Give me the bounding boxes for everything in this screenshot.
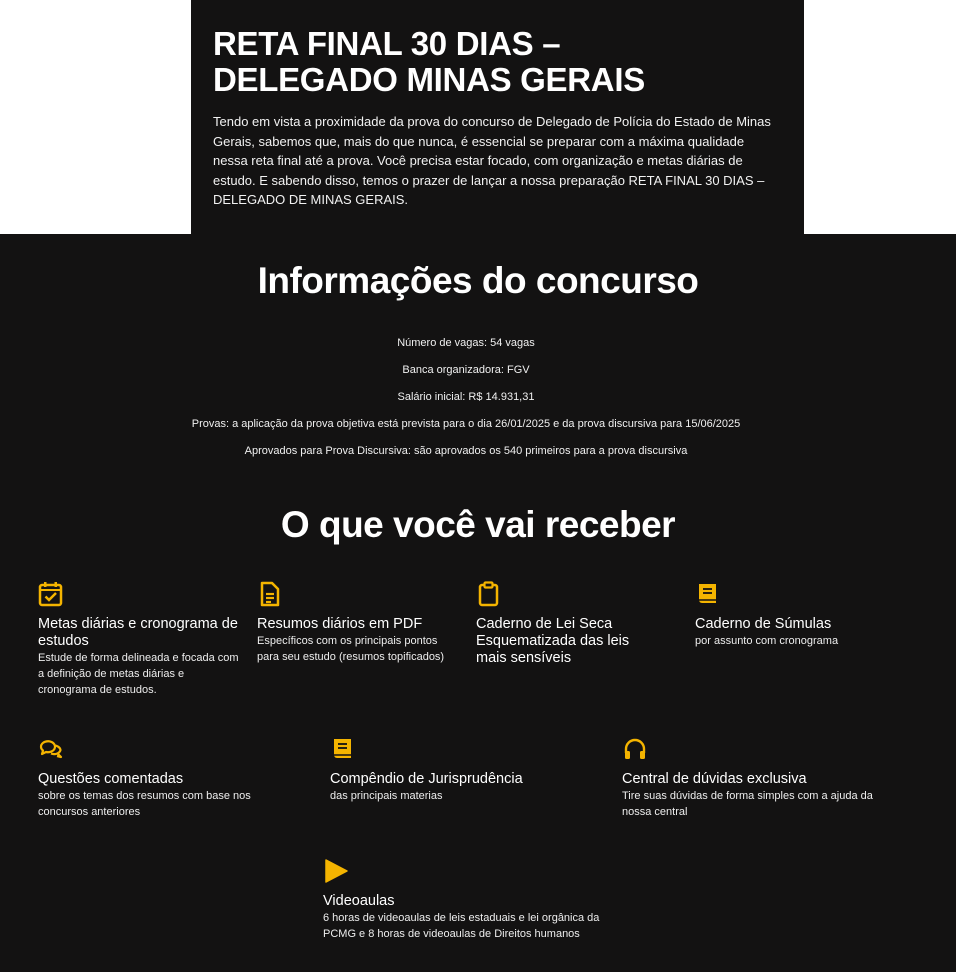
benefit-desc: Específicos com os principais pontos para seu estudo (resumos topificados) <box>257 635 445 663</box>
book-icon <box>330 736 356 762</box>
clipboard-icon <box>476 581 502 607</box>
headphones-icon <box>622 736 648 762</box>
benefit-desc: 6 horas de videoaulas de leis estaduais e lei orgânica da PCMG e 8 horas de videoaulas de Direitos humanos <box>323 912 600 940</box>
benefit-compendio <box>330 736 580 804</box>
hero-paragraph: Tendo em vista a proximidade da prova do concurso de Delegado de Polícia do Estado de Minas Gerais, sabemos que, mais do que nunca, é essencial se preparar com a máxima qualidade nessa reta final até a prova. Você precisa estar focado, com organização e metas diárias de estudo. E sabendo disso, temos o prazer de lançar a nossa preparação RETA FINAL 30 DIAS – DELEGADO DE MINAS GERAIS. <box>213 114 771 207</box>
benefit-title: Caderno de Lei Seca Esquematizada das leis mais sensíveis <box>476 616 630 666</box>
play-icon <box>323 858 349 884</box>
benefit-title: Compêndio de Jurisprudência <box>330 771 523 787</box>
benefit-desc: Tire suas dúvidas de forma simples com a ajuda da nossa central <box>622 790 873 818</box>
main-section <box>0 234 956 972</box>
benefit-lei-seca <box>476 581 661 667</box>
benefit-sumulas <box>695 581 895 649</box>
chat-bubbles-icon <box>38 736 64 762</box>
hero-section <box>191 0 804 234</box>
document-icon <box>257 581 283 607</box>
info-salario: Salário inicial: R$ 14.931,31 <box>397 391 535 403</box>
info-title: Informações do concurso <box>257 260 699 301</box>
benefits-title: O que você vai receber <box>280 504 676 545</box>
hero-title-line-1: RETA FINAL 30 DIAS – <box>213 25 561 62</box>
benefit-title: Caderno de Súmulas <box>695 616 832 632</box>
benefit-videoaulas <box>323 858 623 942</box>
benefit-desc: das principais materias <box>330 790 443 802</box>
calendar-check-icon <box>38 581 64 607</box>
benefit-title: Questões comentadas <box>38 771 184 787</box>
benefit-desc: por assunto com cronograma <box>695 635 839 647</box>
benefit-central-duvidas <box>622 736 902 820</box>
info-banca: Banca organizadora: FGV <box>402 364 530 376</box>
benefit-desc: sobre os temas dos resumos com base nos concursos anteriores <box>38 790 251 818</box>
hero-title <box>213 26 782 98</box>
book-icon <box>695 581 721 607</box>
benefit-title: Resumos diários em PDF <box>257 616 423 632</box>
benefit-resumos <box>257 581 462 665</box>
benefit-title: Videoaulas <box>323 893 395 909</box>
benefit-questoes <box>38 736 288 820</box>
benefit-desc: Estude de forma delineada e focada com a definição de metas diárias e cronograma de estudos. <box>38 652 239 696</box>
benefit-title: Central de dúvidas exclusiva <box>622 771 807 787</box>
benefit-title: Metas diárias e cronograma de estudos <box>38 616 238 649</box>
info-provas: Provas: a aplicação da prova objetiva está prevista para o dia 26/01/2025 e da prova discursiva para 15/06/2025 <box>191 418 741 430</box>
hero-title-line-2: DELEGADO MINAS GERAIS <box>213 61 645 98</box>
info-aprovados: Aprovados para Prova Discursiva: são aprovados os 540 primeiros para a prova discursiva <box>244 445 688 457</box>
info-vagas: Número de vagas: 54 vagas <box>397 337 535 349</box>
benefit-metas <box>38 581 243 698</box>
